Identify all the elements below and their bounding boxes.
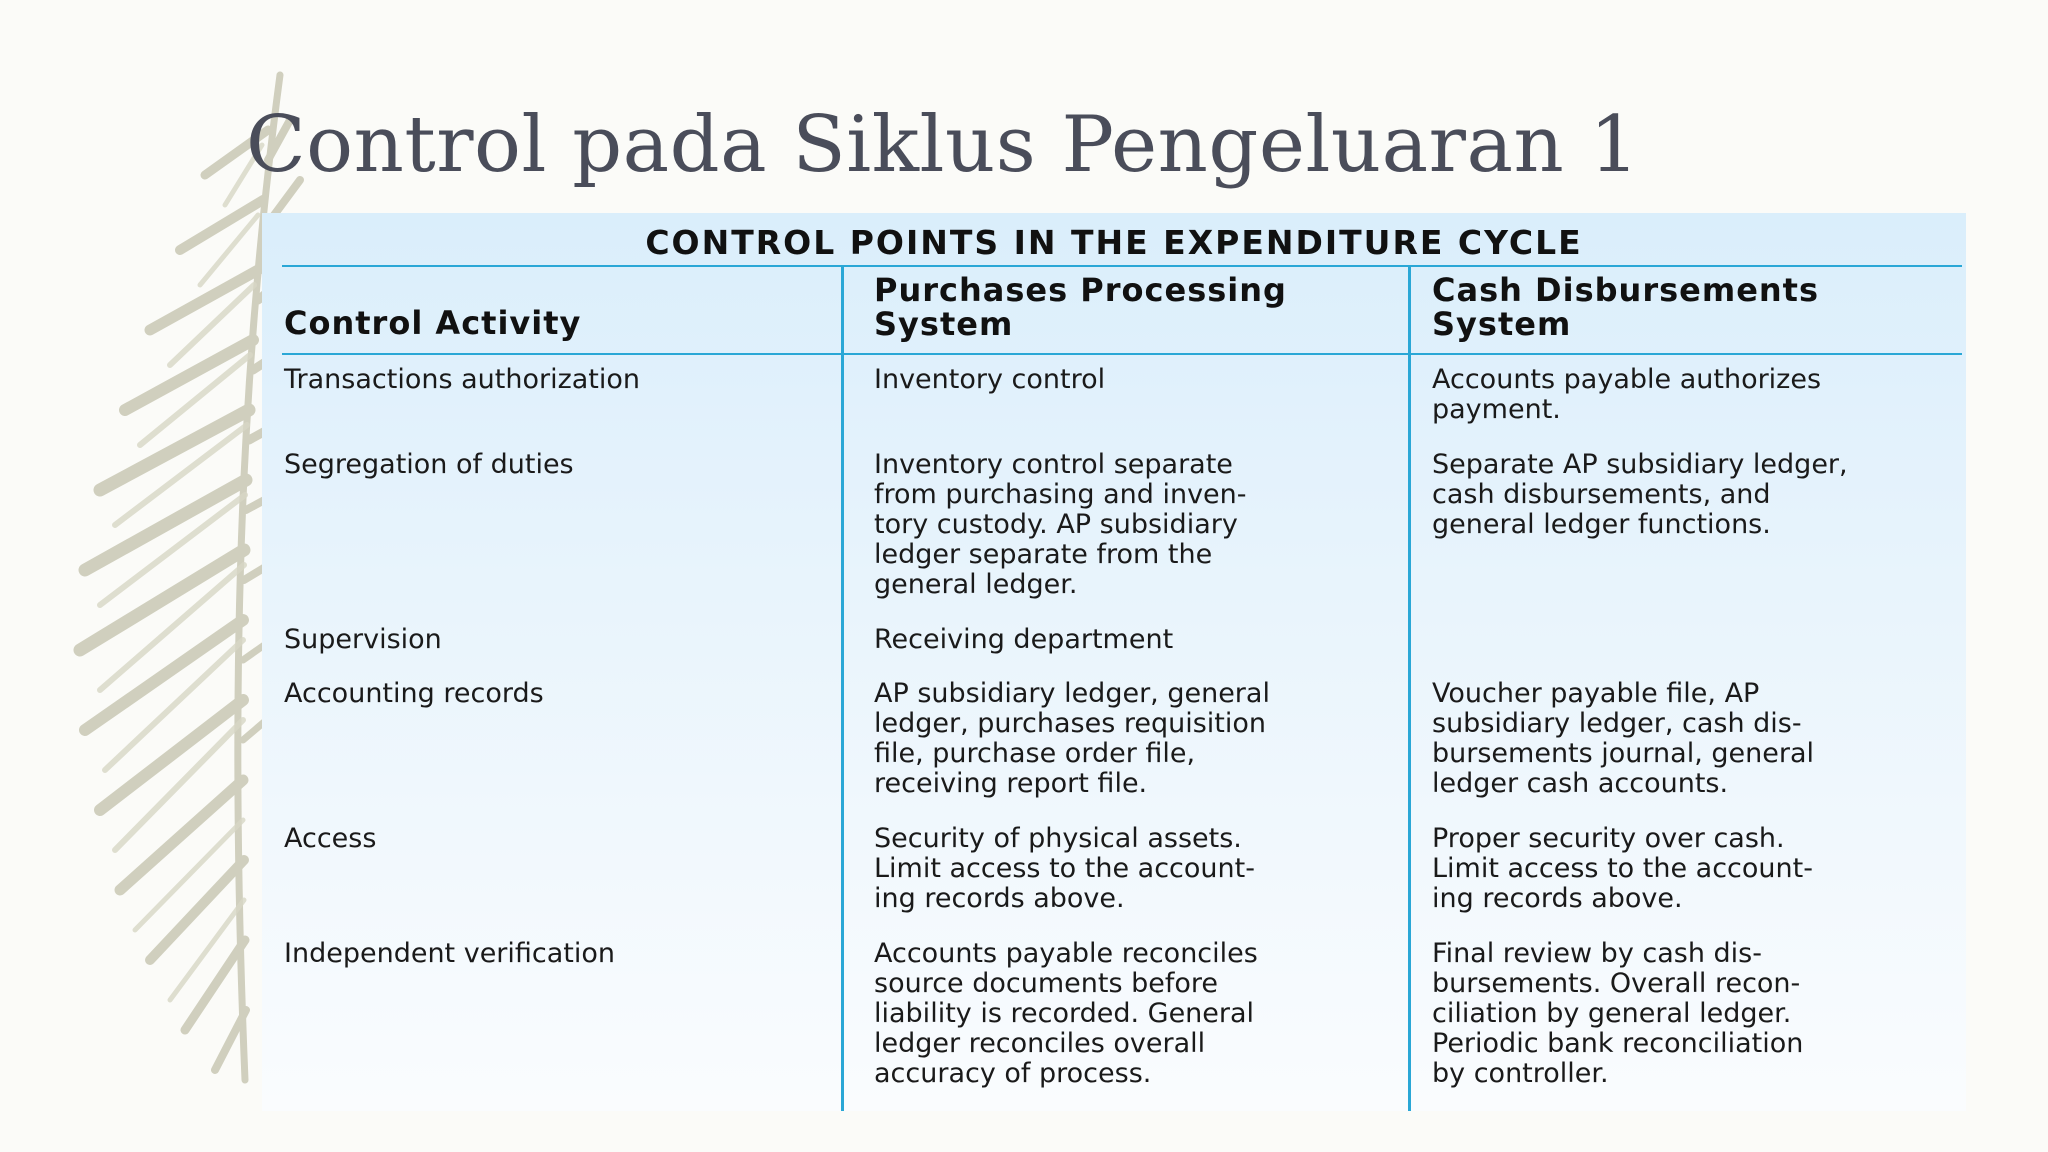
- row-2-activity: Segregation of duties: [284, 449, 574, 480]
- row-3-purchases: Receiving department: [874, 624, 1174, 655]
- row-3-activity: Supervision: [284, 624, 442, 655]
- row-1-activity: Transactions authorization: [284, 364, 641, 395]
- column-divider-1: [841, 265, 844, 1111]
- row-6-purchases: Accounts payable reconciles source documents before liability is recorded. General ledger reconciles overall accuracy of process.: [874, 938, 1258, 1089]
- row-2-cash: Separate AP subsidiary ledger, cash disbursements, and general ledger functions.: [1432, 449, 1848, 540]
- row-5-activity: Access: [284, 823, 377, 854]
- row-4-purchases: AP subsidiary ledger, general ledger, purchases requisition file, purchase order file, receiving report file.: [874, 678, 1270, 799]
- control-points-table: [262, 213, 1966, 1111]
- row-4-cash: Voucher payable file, AP subsidiary ledger, cash dis- bursements journal, general ledger cash accounts.: [1432, 678, 1814, 799]
- row-6-activity: Independent verification: [284, 938, 616, 969]
- slide-title: Control pada Siklus Pengeluaran 1: [246, 100, 1640, 190]
- header-cash-disbursements: Cash Disbursements System: [1432, 271, 1820, 343]
- row-5-cash: Proper security over cash. Limit access to the account- ing records above.: [1432, 823, 1813, 914]
- header-purchases-processing: Purchases Processing System: [874, 271, 1287, 343]
- header-rule: [282, 353, 1962, 355]
- row-4-activity: Accounting records: [284, 678, 544, 709]
- row-2-purchases: Inventory control separate from purchasing and inven- tory custody. AP subsidiary ledger separate from the general ledger.: [874, 449, 1247, 600]
- title-rule: [282, 265, 1962, 267]
- row-5-purchases: Security of physical assets. Limit access to the account- ing records above.: [874, 823, 1255, 914]
- row-6-cash: Final review by cash dis- bursements. Overall recon- ciliation by general ledger. Periodic bank reconciliation by controller.: [1432, 938, 1804, 1089]
- table-title: CONTROL POINTS IN THE EXPENDITURE CYCLE: [645, 223, 1583, 262]
- row-1-cash: Accounts payable authorizes payment.: [1432, 364, 1822, 425]
- header-control-activity: Control Activity: [284, 304, 582, 342]
- row-1-purchases: Inventory control: [874, 364, 1106, 395]
- column-divider-2: [1408, 265, 1411, 1111]
